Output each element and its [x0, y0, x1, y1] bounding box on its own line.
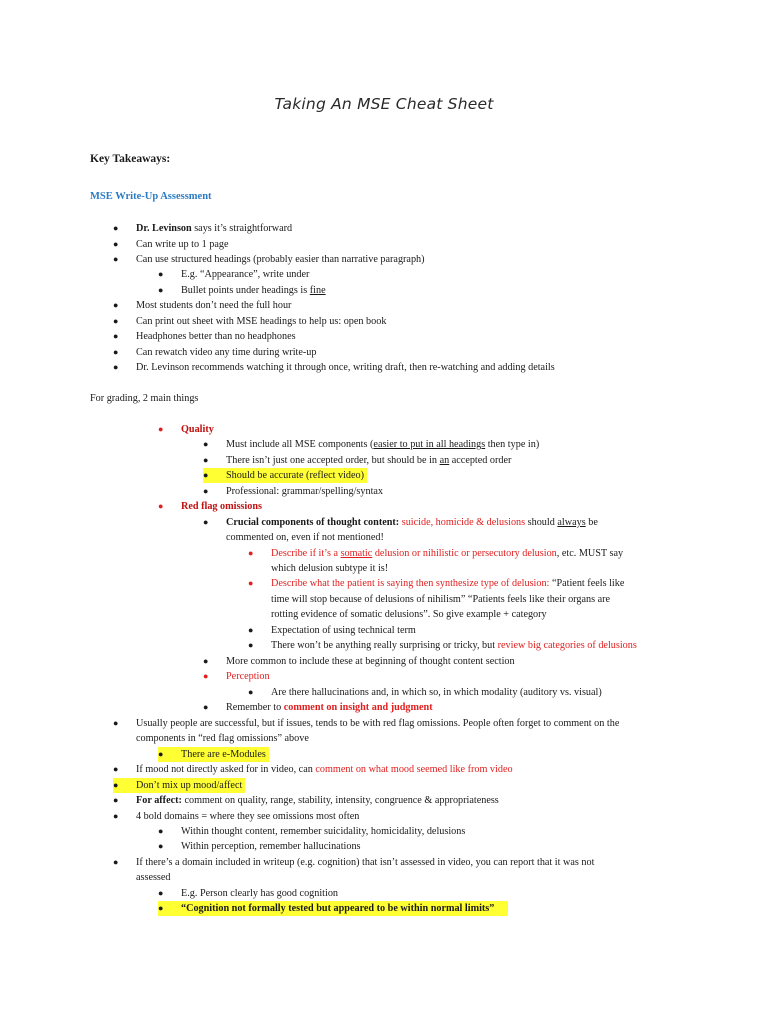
- list-item-bold: “Cognition not formally tested but appeared to be within normal limits”: [181, 903, 495, 914]
- bullet-icon: ●: [113, 795, 119, 805]
- underlined-text: somatic: [340, 548, 373, 559]
- list-item: [113, 237, 229, 252]
- bullet-icon: ●: [248, 625, 254, 635]
- bullet-icon: ●: [203, 517, 209, 527]
- list-item-continuation: time will stop because of delusions of nihilism” “Patients feels like their organs are: [271, 594, 611, 605]
- list-item: [113, 298, 292, 313]
- list-item-text: comment on quality, range, stability, intensity, congruence & appropriateness: [181, 795, 499, 806]
- list-item-text: be: [585, 517, 598, 528]
- bullet-icon: ●: [158, 424, 164, 434]
- list-item-continuation: commented on, even if not mentioned!: [226, 532, 384, 543]
- bullet-icon: ●: [113, 811, 119, 821]
- list-item-text: Within perception, remember hallucinations: [181, 841, 361, 852]
- bullet-icon: ●: [248, 578, 254, 588]
- bullet-icon: ●: [158, 749, 164, 759]
- underlined-text: fine: [309, 285, 326, 296]
- bullet-icon: ●: [113, 780, 119, 790]
- bullet-icon: ●: [113, 254, 119, 264]
- list-item-text: There are e-Modules: [181, 749, 266, 760]
- list-item: [248, 546, 624, 561]
- bullet-icon: ●: [248, 687, 254, 697]
- list-item: [113, 314, 387, 329]
- bullet-icon: ●: [203, 702, 209, 712]
- list-item: [248, 685, 602, 700]
- list-item: [113, 360, 555, 375]
- list-item-highlighted: [113, 778, 245, 793]
- bullet-icon: ●: [158, 888, 164, 898]
- red-text: delusion or nihilistic or persecutory delusion: [372, 548, 557, 559]
- list-item-text: Dr. Levinson recommends watching it through once, writing draft, then re-watching and adding details: [136, 362, 555, 373]
- bullet-icon: ●: [113, 300, 119, 310]
- bullet-icon: ●: [248, 640, 254, 650]
- bullet-icon: ●: [158, 269, 164, 279]
- list-item-text: then type in): [485, 439, 540, 450]
- list-item-highlighted: [158, 747, 269, 762]
- list-item: [248, 623, 416, 638]
- bullet-icon: ●: [113, 362, 119, 372]
- bullet-icon: ●: [203, 455, 209, 465]
- list-item: [113, 762, 513, 777]
- grading-intro: For grading, 2 main things: [90, 393, 199, 404]
- bullet-icon: ●: [113, 718, 119, 728]
- list-item-highlighted: [203, 468, 367, 483]
- list-item-text: There isn’t just one accepted order, but should be in: [226, 455, 440, 466]
- list-item: [203, 669, 270, 684]
- list-item-text: If there’s a domain included in writeup (e.g. cognition) that isn’t assessed in video, you can report that it was not: [136, 857, 595, 868]
- bullet-icon: ●: [203, 671, 209, 681]
- bullet-icon: ●: [113, 764, 119, 774]
- list-item-text: says it’s straightforward: [191, 223, 293, 234]
- list-item-text: Most students don’t need the full hour: [136, 300, 292, 311]
- list-item-continuation: assessed: [136, 872, 171, 883]
- list-item-text: Should be accurate (reflect video): [226, 470, 365, 481]
- bullet-icon: ●: [158, 903, 164, 913]
- red-text: comment on what mood seemed like from video: [315, 764, 513, 775]
- list-item: [113, 809, 360, 824]
- red-flag-label: Red flag omissions: [181, 501, 262, 512]
- list-item-text: Must include all MSE components (: [226, 439, 374, 450]
- bullet-icon: ●: [203, 656, 209, 666]
- list-item: [158, 886, 339, 901]
- bullet-icon: ●: [203, 486, 209, 496]
- bullet-icon: ●: [113, 223, 119, 233]
- red-text: suicide, homicide & delusions: [399, 517, 526, 528]
- bullet-icon: ●: [113, 316, 119, 326]
- page-title: Taking An MSE Cheat Sheet: [274, 95, 494, 113]
- red-text: comment on insight and judgment: [283, 702, 433, 713]
- list-item: [158, 824, 466, 839]
- list-item-text: Bullet points under headings is: [181, 285, 310, 296]
- underlined-text: easier to put in all headings: [373, 439, 486, 450]
- red-text: Describe if it’s a: [271, 548, 341, 559]
- list-item-bold: Dr. Levinson: [136, 223, 192, 234]
- list-item-text: Can use structured headings (probably easier than narrative paragraph): [136, 254, 425, 265]
- list-item-text: More common to include these at beginning of thought content section: [226, 656, 515, 667]
- list-item: [158, 499, 262, 514]
- list-item: [248, 638, 637, 653]
- list-item-text: Are there hallucinations and, in which so, in which modality (auditory vs. visual): [271, 687, 602, 698]
- bullet-icon: ●: [113, 239, 119, 249]
- bullet-icon: ●: [248, 548, 254, 558]
- list-item: [248, 576, 625, 591]
- list-item-continuation: rotting evidence of somatic delusions”. So give example + category: [271, 609, 547, 620]
- list-item-text: Professional: grammar/spelling/syntax: [226, 486, 384, 497]
- list-item: [113, 252, 425, 267]
- list-item: [203, 484, 384, 499]
- list-item-text: Remember to: [226, 702, 284, 713]
- list-item-text: If mood not directly asked for in video, can: [136, 764, 316, 775]
- list-item: [113, 855, 595, 870]
- list-item-text: E.g. “Appearance”, write under: [181, 269, 310, 280]
- list-item-text: Expectation of using technical term: [271, 625, 416, 636]
- list-item: [203, 437, 540, 452]
- bullet-icon: ●: [158, 826, 164, 836]
- list-item-text: Can write up to 1 page: [136, 239, 229, 250]
- red-text: Describe what the patient is saying then synthesize type of delusion:: [271, 578, 550, 589]
- bullet-icon: ●: [158, 501, 164, 511]
- red-text: review big categories of delusions: [497, 640, 637, 651]
- list-item: [113, 329, 296, 344]
- list-item-continuation: components in “red flag omissions” above: [136, 733, 309, 744]
- list-item: [113, 345, 317, 360]
- list-item-bold: Crucial components of thought content:: [226, 517, 400, 528]
- list-item-text: should: [525, 517, 558, 528]
- list-item-text: “Patient feels like: [549, 578, 625, 589]
- list-item: [203, 453, 512, 468]
- list-item-text: Within thought content, remember suicidality, homicidality, delusions: [181, 826, 466, 837]
- list-item-text: Can rewatch video any time during write-up: [136, 347, 317, 358]
- list-item-text: Headphones better than no headphones: [136, 331, 296, 342]
- list-item: [158, 839, 361, 854]
- quality-label: Quality: [181, 424, 214, 435]
- bullet-icon: ●: [113, 857, 119, 867]
- list-item-text: 4 bold domains = where they see omissions most often: [136, 811, 360, 822]
- list-item-text: Can print out sheet with MSE headings to help us: open book: [136, 316, 387, 327]
- list-item-text: Usually people are successful, but if issues, tends to be with red flag omissions. People often forget to comment on the: [136, 718, 620, 729]
- bullet-icon: ●: [203, 470, 209, 480]
- list-item-text: There won’t be anything really surprising or tricky, but: [271, 640, 498, 651]
- list-item: [203, 700, 433, 715]
- list-item: [203, 515, 598, 530]
- list-item-text: accepted order: [449, 455, 512, 466]
- list-item-text: , etc. MUST say: [556, 548, 624, 559]
- bullet-icon: ●: [158, 841, 164, 851]
- red-text: Perception: [226, 671, 270, 682]
- list-item: [113, 716, 620, 731]
- list-item: [158, 267, 310, 282]
- list-item: [113, 793, 499, 808]
- list-item: [158, 283, 326, 298]
- underlined-text: an: [439, 455, 450, 466]
- list-item-highlighted: [158, 901, 508, 916]
- key-takeaways-heading: Key Takeaways:: [90, 153, 171, 165]
- list-item-continuation: which delusion subtype it is!: [271, 563, 389, 574]
- bullet-icon: ●: [203, 439, 209, 449]
- section-heading: MSE Write-Up Assessment: [90, 191, 212, 202]
- list-item: [113, 221, 293, 236]
- list-item: [158, 422, 214, 437]
- list-item-text: Don’t mix up mood/affect: [136, 780, 243, 791]
- list-item-bold: For affect:: [136, 795, 182, 806]
- bullet-icon: ●: [158, 285, 164, 295]
- bullet-icon: ●: [113, 347, 119, 357]
- list-item-text: E.g. Person clearly has good cognition: [181, 888, 339, 899]
- bullet-icon: ●: [113, 331, 119, 341]
- underlined-text: always: [557, 517, 586, 528]
- list-item: [203, 654, 515, 669]
